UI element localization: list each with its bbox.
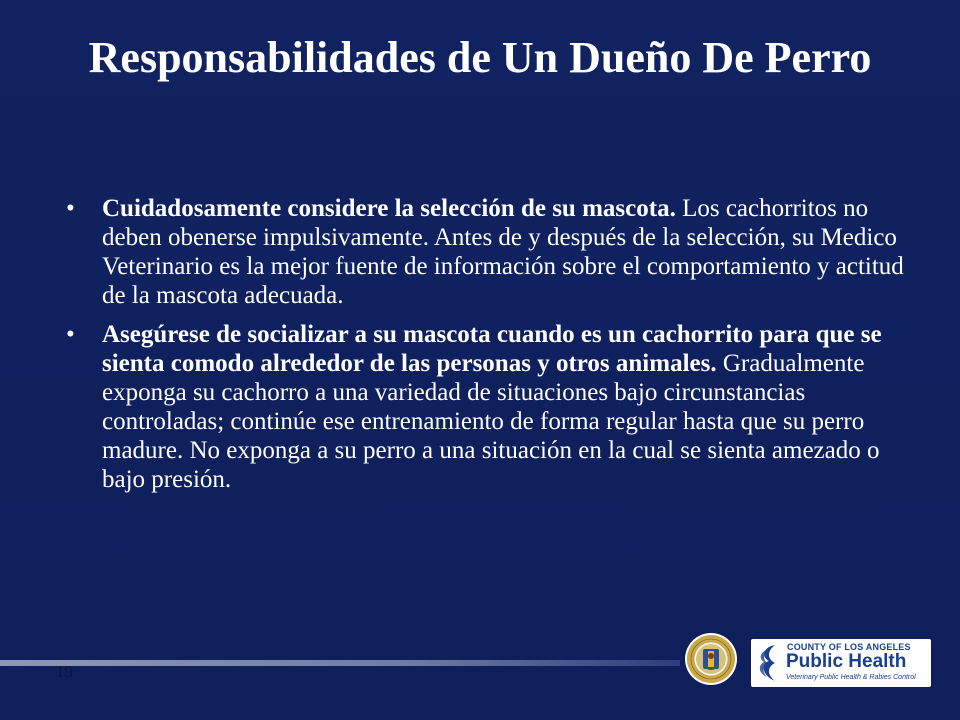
- bullet-text: Los cachorritos no deben obenerse impulsivamente. Antes de y después de la selección, su Medico Veterinario es la mejor fuente de información sobre el comportamiento y actitud de la mascota adecuada.: [102, 195, 904, 309]
- footer-divider: [0, 660, 680, 666]
- slide-title: Responsabilidades de Un Dueño De Perro: [88, 33, 872, 82]
- page-number: 19: [56, 662, 73, 681]
- bullet-glyph: •: [66, 195, 75, 222]
- county-seal-icon: [684, 632, 738, 686]
- bullet-text: Gradualmente exponga su cachorro a una variedad de situaciones bajo circunstancias controladas; continúe ese entrenamiento de forma regular hasta que su perro madure. No exponga a su perro a una situación en la cual se sienta amezado o bajo presión.: [102, 350, 880, 493]
- public-health-mark-icon: [755, 641, 781, 685]
- bullet-bold-text: Asegúrese de socializar a su mascota cuando es un cachorrito para que se sienta comodo alrededor de las personas y otros animales.: [102, 321, 882, 377]
- bullet-list: [62, 194, 912, 504]
- bullet-bold-text: Cuidadosamente considere la selección de su mascota.: [102, 195, 676, 222]
- public-health-org: COUNTY OF LOS ANGELES: [787, 642, 911, 652]
- public-health-logo: [751, 639, 931, 687]
- public-health-division: Veterinary Public Health & Rabies Control: [786, 674, 916, 681]
- bullet-glyph: •: [66, 321, 75, 348]
- bullet-item-1: [62, 194, 912, 310]
- bullet-item-2: [62, 320, 912, 494]
- public-health-name: Public Health: [786, 651, 907, 672]
